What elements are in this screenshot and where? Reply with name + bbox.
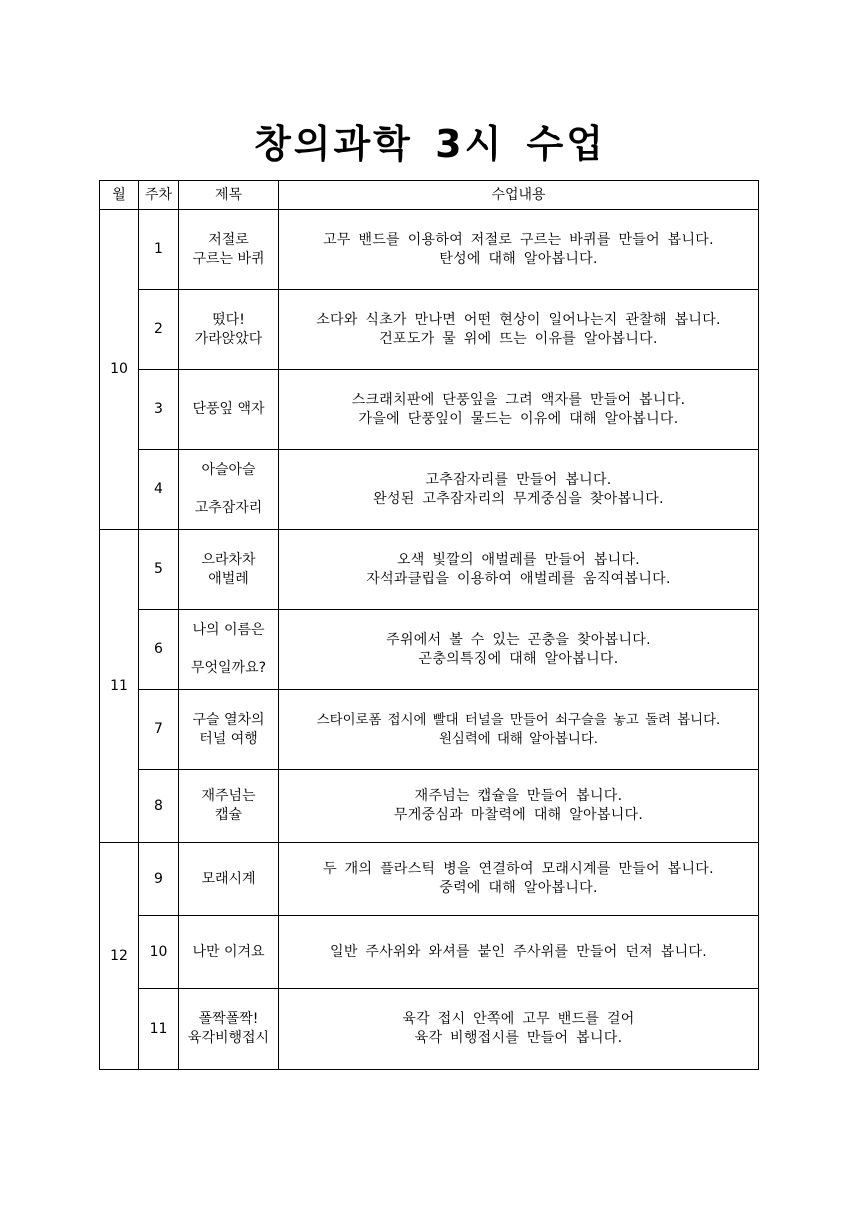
lesson-content: 고추잠자리를 만들어 봅니다. 완성된 고추잠자리의 무게중심을 찾아봅니다.: [279, 450, 759, 530]
header-content: 수업내용: [279, 181, 759, 210]
table-row: [100, 989, 759, 1070]
week-cell: 10: [139, 916, 179, 989]
week-cell: 7: [139, 690, 179, 770]
lesson-schedule-table: [99, 180, 759, 1070]
lesson-content: 주위에서 볼 수 있는 곤충을 찾아봅니다. 곤충의특징에 대해 알아봅니다.: [279, 610, 759, 690]
lesson-content: 고무 밴드를 이용하여 저절로 구르는 바퀴를 만들어 봅니다. 탄성에 대해 알아봅니다.: [279, 210, 759, 290]
table-row: [100, 530, 759, 610]
lesson-content: 육각 접시 안쪽에 고무 밴드를 걸어 육각 비행접시를 만들어 봅니다.: [279, 989, 759, 1070]
week-cell: 2: [139, 290, 179, 370]
page-title: 창의과학 3시 수업: [254, 122, 606, 166]
lesson-content: 일반 주사위와 와셔를 붙인 주사위를 만들어 던져 봅니다.: [279, 916, 759, 989]
table-row: [100, 843, 759, 916]
lesson-content: 스타이로폼 접시에 빨대 터널을 만들어 쇠구슬을 놓고 돌려 봅니다. 원심력에 대해 알아봅니다.: [279, 690, 759, 770]
lesson-content: 스크래치판에 단풍잎을 그려 액자를 만들어 봅니다. 가을에 단풍잎이 물드는 이유에 대해 알아봅니다.: [279, 370, 759, 450]
table-row: [100, 770, 759, 843]
table-row: [100, 916, 759, 989]
lesson-title: 으라차차 애벌레: [179, 530, 279, 610]
table-row: [100, 210, 759, 290]
lesson-title: 재주넘는 캡슐: [179, 770, 279, 843]
week-cell: 9: [139, 843, 179, 916]
week-cell: 6: [139, 610, 179, 690]
month-cell: 12: [100, 843, 139, 1070]
lesson-content: 소다와 식초가 만나면 어떤 현상이 일어나는지 관찰해 봅니다. 건포도가 물 위에 뜨는 이유를 알아봅니다.: [279, 290, 759, 370]
table-row: [100, 690, 759, 770]
week-cell: 3: [139, 370, 179, 450]
table-row: [100, 610, 759, 690]
header-month: 월: [100, 181, 139, 210]
table-row: [100, 290, 759, 370]
table-row: [100, 370, 759, 450]
header-week: 주차: [139, 181, 179, 210]
header-title: 제목: [179, 181, 279, 210]
lesson-title: 나의 이름은 무엇일까요?: [179, 610, 279, 690]
lesson-title: 아슬아슬 고추잠자리: [179, 450, 279, 530]
lesson-title: 단풍잎 액자: [179, 370, 279, 450]
month-cell: 10: [100, 210, 139, 530]
lesson-title: 모래시계: [179, 843, 279, 916]
week-cell: 8: [139, 770, 179, 843]
lesson-content: 두 개의 플라스틱 병을 연결하여 모래시계를 만들어 봅니다. 중력에 대해 알아봅니다.: [279, 843, 759, 916]
lesson-content: 재주넘는 캡슐을 만들어 봅니다. 무게중심과 마찰력에 대해 알아봅니다.: [279, 770, 759, 843]
lesson-title: 저절로 구르는 바퀴: [179, 210, 279, 290]
week-cell: 1: [139, 210, 179, 290]
lesson-title: 구슬 열차의 터널 여행: [179, 690, 279, 770]
month-cell: 11: [100, 530, 139, 843]
lesson-content: 오색 빛깔의 애벌레를 만들어 봅니다. 자석과클립을 이용하여 애벌레를 움직여봅니다.: [279, 530, 759, 610]
lesson-title: 떴다! 가라앉았다: [179, 290, 279, 370]
week-cell: 5: [139, 530, 179, 610]
table-row: [100, 450, 759, 530]
week-cell: 4: [139, 450, 179, 530]
lesson-title: 나만 이겨요: [179, 916, 279, 989]
lesson-title: 폴짝폴짝! 육각비행접시: [179, 989, 279, 1070]
week-cell: 11: [139, 989, 179, 1070]
header-row: [100, 181, 759, 210]
